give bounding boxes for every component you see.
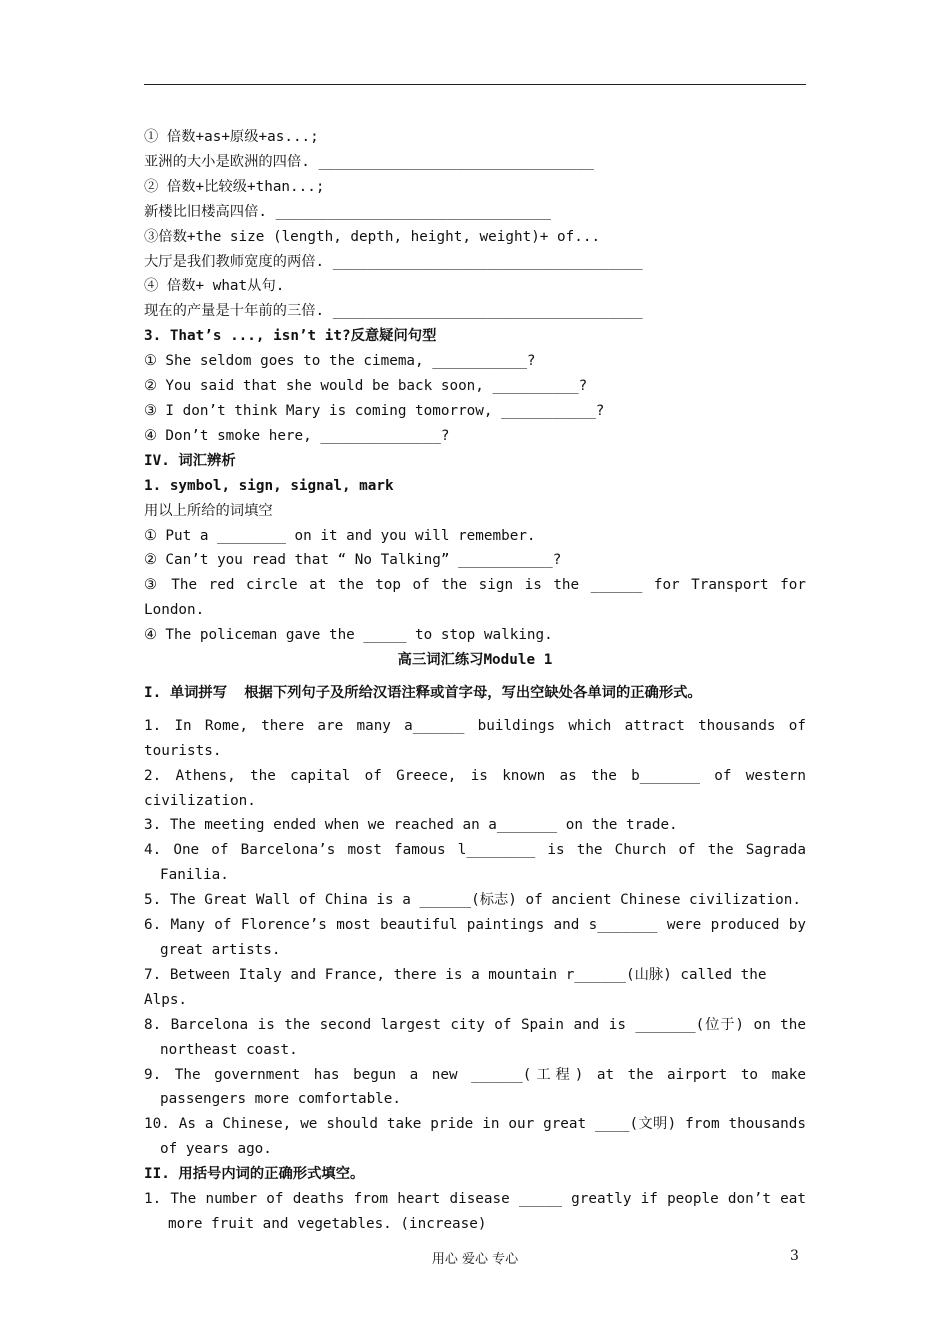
multiples-item-6: 大厅是我们教师宽度的两倍. ____________________________________ xyxy=(144,253,643,270)
tag-item-2: ② You said that she would be back soon, __________? xyxy=(144,378,588,395)
vocab-item-3: ③ The red circle at the top of the sign is the ______ for Transport for xyxy=(144,577,806,594)
multiples-item-1: ① 倍数+as+原级+as...; xyxy=(144,129,319,145)
part1-q9-cont: passengers more comfortable. xyxy=(160,1091,402,1108)
part2-q1-cont: more fruit and vegetables. (increase) xyxy=(168,1215,487,1232)
part1-q7: 7. Between Italy and France, there is a mountain r______(山脉) called the Alps. xyxy=(144,966,776,1008)
part2-q1: 1. The number of deaths from heart disease _____ greatly if people don’t eat xyxy=(144,1191,806,1208)
part1-q1-cont: tourists. xyxy=(144,742,222,759)
multiples-item-4: 新楼比旧楼高四倍. ________________________________ xyxy=(144,203,552,220)
vocab-item-3-cont: London. xyxy=(144,602,205,619)
module-title: 高三词汇练习Module 1 xyxy=(397,652,553,669)
multiples-item-3: ② 倍数+比较级+than...; xyxy=(144,178,325,195)
tag-item-4: ④ Don’t smoke here, ______________? xyxy=(144,427,450,444)
part1-q10: 10. As a Chinese, we should take pride in our great ____(文明) from thousands xyxy=(144,1116,806,1133)
part1-q1: 1. In Rome, there are many a______ buildings which attract thousands of xyxy=(144,717,806,734)
vocab-item-1: ① Put a ________ on it and you will remember. xyxy=(144,527,536,544)
footer-motto: 用心 爱心 专心 xyxy=(431,1252,519,1267)
page-content xyxy=(144,125,806,1237)
part1-q2: 2. Athens, the capital of Greece, is known as the b_______ of western xyxy=(144,767,806,784)
part1-q4-cont: Fanilia. xyxy=(160,867,229,884)
part1-q8-cont: northeast coast. xyxy=(160,1041,298,1058)
part1-q4: 4. One of Barcelona’s most famous l________ is the Church of the Sagrada xyxy=(144,842,806,859)
multiples-item-8: 现在的产量是十年前的三倍. ____________________________________ xyxy=(144,303,643,320)
tag-item-3: ③ I don’t think Mary is coming tomorrow, ___________? xyxy=(144,402,605,419)
part1-q9: 9. The government has begun a new ______(工程) at the airport to make xyxy=(144,1066,806,1083)
vocab-item-4: ④ The policeman gave the _____ to stop walking. xyxy=(144,627,553,644)
part1-q5: 5. The Great Wall of China is a ______(标志) of ancient Chinese civilization. xyxy=(144,892,801,909)
part1-heading: I. 单词拼写 根据下列句子及所给汉语注释或首字母，写出空缺处各单词的正确形式。 xyxy=(144,684,702,701)
multiples-item-2: 亚洲的大小是欧洲的四倍. ________________________________ xyxy=(144,153,594,170)
part1-q6-cont: great artists. xyxy=(160,942,281,958)
part1-q3: 3. The meeting ended when we reached an a_______ on the trade. xyxy=(144,817,678,834)
vocab-heading: IV. 词汇辨析 xyxy=(144,452,236,469)
vocab-subheading: 1. symbol, sign, signal, mark xyxy=(144,477,394,494)
tag-item-1: ① She seldom goes to the cimema, ___________? xyxy=(144,353,536,370)
vocab-instruction: 用以上所给的词填空 xyxy=(144,502,273,519)
part1-q10-cont: of years ago. xyxy=(160,1141,272,1158)
part1-q2-cont: civilization. xyxy=(144,792,256,809)
page-number: 3 xyxy=(790,1248,799,1264)
tag-question-heading: 3. That’s ..., isn’t it?反意疑问句型 xyxy=(144,328,437,345)
vocab-item-2: ② Can’t you read that “ No Talking” ___________? xyxy=(144,552,562,569)
part1-q6: 6. Many of Florence’s most beautiful paintings and s_______ were produced by xyxy=(144,917,806,934)
header-rule xyxy=(144,84,806,85)
multiples-item-5: ③倍数+the size (length, depth, height, weight)+ of... xyxy=(144,228,601,245)
multiples-item-7: ④ 倍数+ what从句. xyxy=(144,278,285,295)
part1-q8: 8. Barcelona is the second largest city of Spain and is _______(位于) on the xyxy=(144,1016,806,1033)
part2-heading: II. 用括号内词的正确形式填空。 xyxy=(144,1166,365,1183)
